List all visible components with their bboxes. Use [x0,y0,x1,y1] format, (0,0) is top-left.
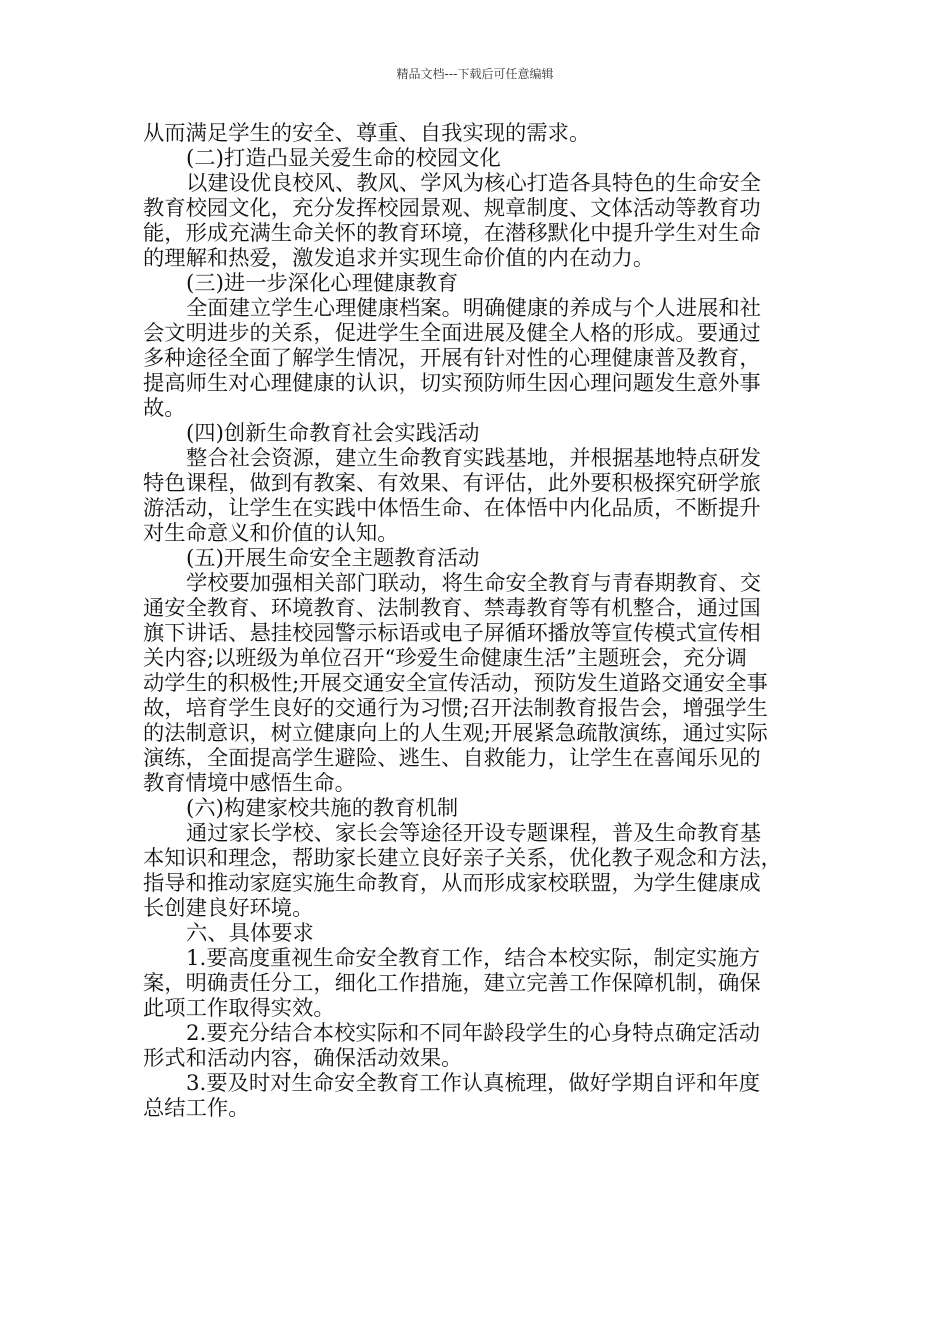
text-line: 的理解和热爱，激发追求并实现生命价值的内在动力。 [143,246,655,271]
text-line: 提高师生对心理健康的认识，切实预防师生因心理问题发生意外事 [143,371,761,396]
text-line: 通安全教育、环境教育、法制教育、禁毒教育等有机整合，通过国 [143,596,761,621]
text-line: 学校要加强相关部门联动，将生命安全教育与青春期教育、交 [186,571,762,596]
text-line: 关内容;以班级为单位召开“珍爱生命健康生活”主题班会，充分调 [143,646,747,671]
text-line: 通过家长学校、家长会等途径开设专题课程，普及生命教育基 [186,821,762,846]
page-header: 精品文档---下载后可任意编辑 [396,67,554,81]
text-line: 2.要充分结合本校实际和不同年龄段学生的心身特点确定活动 [186,1021,761,1046]
text-line: 对生命意义和价值的认知。 [143,521,399,546]
text-line: 多种途径全面了解学生情况，开展有针对性的心理健康普及教育， [143,346,761,371]
text-line: (五)开展生命安全主题教育活动 [186,546,480,571]
text-line: 六、具体要求 [186,921,314,946]
text-line: 本知识和理念，帮助家长建立良好亲子关系，优化教子观念和方法， [143,846,782,871]
text-line: 演练，全面提高学生避险、逃生、自救能力，让学生在喜闻乐见的 [143,746,761,771]
text-line: (二)打造凸显关爱生命的校园文化 [186,146,501,171]
text-line: 故。 [143,396,186,421]
text-line: 旗下讲话、悬挂校园警示标语或电子屏循环播放等宣传模式宣传相 [143,621,761,646]
text-line: (三)进一步深化心理健康教育 [186,271,459,296]
text-line: 全面建立学生心理健康档案。明确健康的养成与个人进展和社 [186,296,762,321]
text-line: 故，培育学生良好的交通行为习惯;召开法制教育报告会，增强学生 [143,696,768,721]
document-body [143,121,823,1121]
text-line: 形式和活动内容，确保活动效果。 [143,1046,463,1071]
text-line: 总结工作。 [143,1096,250,1121]
text-line: 从而满足学生的安全、尊重、自我实现的需求。 [143,121,591,146]
text-line: 长创建良好环境。 [143,896,314,921]
text-line: 能，形成充满生命关怀的教育环境，在潜移默化中提升学生对生命 [143,221,761,246]
text-line: 教育情境中感悟生命。 [143,771,356,796]
text-line: 会文明进步的关系，促进学生全面进展及健全人格的形成。要通过 [143,321,761,346]
text-line: (六)构建家校共施的教育机制 [186,796,459,821]
text-line: 以建设优良校风、教风、学风为核心打造各具特色的生命安全 [186,171,762,196]
text-line: 游活动，让学生在实践中体悟生命、在体悟中内化品质，不断提升 [143,496,761,521]
text-line: 教育校园文化，充分发挥校园景观、规章制度、文体活动等教育功 [143,196,761,221]
text-line: 3.要及时对生命安全教育工作认真梳理，做好学期自评和年度 [186,1071,761,1096]
text-line: 的法制意识，树立健康向上的人生观;开展紧急疏散演练，通过实际 [143,721,768,746]
text-line: 案，明确责任分工，细化工作措施，建立完善工作保障机制，确保 [143,971,761,996]
text-line: 特色课程，做到有教案、有效果、有评估，此外要积极探究研学旅 [143,471,761,496]
text-line: 动学生的积极性;开展交通安全宣传活动，预防发生道路交通安全事 [143,671,768,696]
text-line: 指导和推动家庭实施生命教育，从而形成家校联盟，为学生健康成 [143,871,761,896]
text-line: 整合社会资源，建立生命教育实践基地，并根据基地特点研发 [186,446,762,471]
text-line: (四)创新生命教育社会实践活动 [186,421,480,446]
text-line: 1.要高度重视生命安全教育工作，结合本校实际，制定实施方 [186,946,761,971]
text-line: 此项工作取得实效。 [143,996,335,1021]
